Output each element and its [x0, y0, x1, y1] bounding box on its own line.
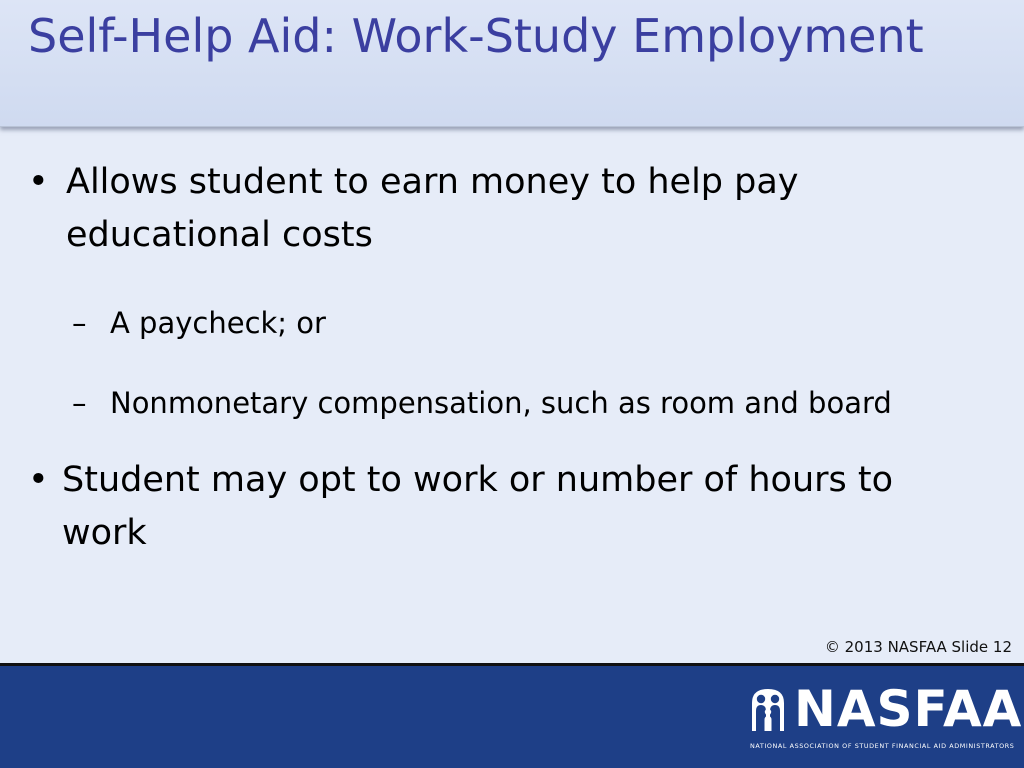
bullet-item [28, 454, 988, 560]
sub-bullet-text: Nonmonetary compensation, such as room and board [110, 386, 892, 420]
bullet-item [28, 156, 988, 262]
dash-glyph: – [72, 306, 87, 340]
bullet-text: Student may opt to work or number of hours to work [62, 460, 894, 553]
logo-subtitle: NATIONAL ASSOCIATION OF STUDENT FINANCIAL AID ADMINISTRATORS [750, 742, 1015, 750]
sub-bullet-text: A paycheck; or [110, 306, 326, 340]
slide-footer: © 2013 NASFAA Slide 12 [824, 638, 1012, 656]
slide-title: Self-Help Aid: Work-Study Employment [28, 9, 924, 63]
logo-wordmark: NASFAA [794, 680, 1023, 738]
bullet-glyph: • [28, 460, 49, 500]
nasfaa-figures-icon [748, 685, 788, 731]
bullet-text: Allows student to earn money to help pay educational costs [66, 162, 799, 255]
sub-bullet-item [72, 303, 1012, 343]
dash-glyph: – [72, 386, 87, 420]
title-band [0, 0, 1024, 127]
nasfaa-logo [748, 680, 1023, 760]
bullet-glyph: • [28, 162, 49, 202]
sub-bullet-item [72, 383, 1012, 423]
